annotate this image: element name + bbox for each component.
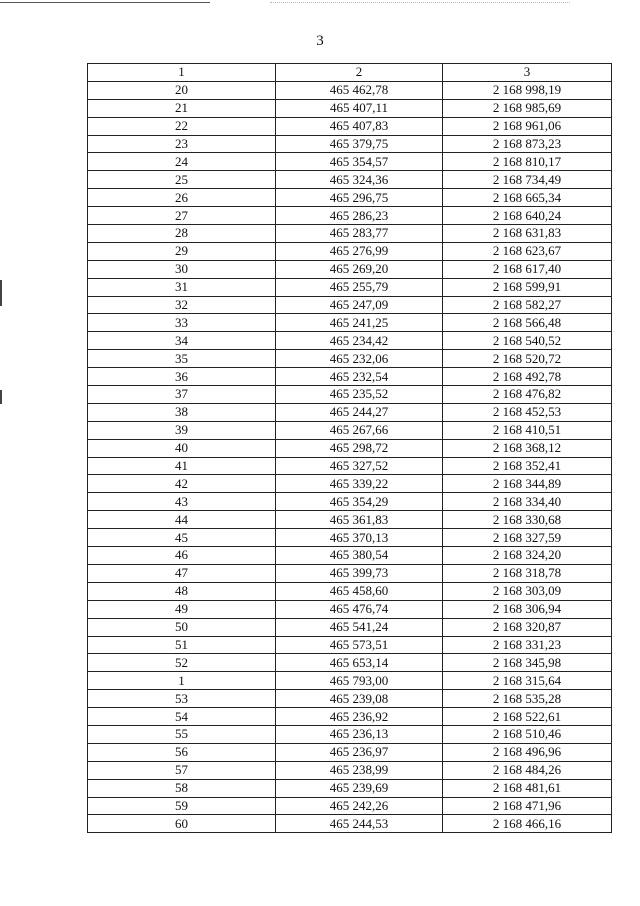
table-row: [88, 564, 612, 582]
cell-x-coordinate: 465 354,29: [276, 493, 443, 511]
cell-y-coordinate: 2 168 540,52: [443, 332, 612, 350]
cell-point-number: 31: [88, 278, 276, 296]
cell-x-coordinate: 465 242,26: [276, 797, 443, 815]
table-row: [88, 475, 612, 493]
cell-x-coordinate: 465 283,77: [276, 225, 443, 243]
cell-y-coordinate: 2 168 315,64: [443, 672, 612, 690]
cell-y-coordinate: 2 168 522,61: [443, 708, 612, 726]
table-row: [88, 278, 612, 296]
cell-point-number: 48: [88, 582, 276, 600]
table-row: [88, 314, 612, 332]
cell-x-coordinate: 465 241,25: [276, 314, 443, 332]
cell-x-coordinate: 465 361,83: [276, 511, 443, 529]
cell-x-coordinate: 465 236,97: [276, 743, 443, 761]
cell-point-number: 30: [88, 260, 276, 278]
cell-point-number: 36: [88, 368, 276, 386]
cell-point-number: 32: [88, 296, 276, 314]
cell-y-coordinate: 2 168 961,06: [443, 117, 612, 135]
cell-y-coordinate: 2 168 331,23: [443, 636, 612, 654]
cell-point-number: 55: [88, 725, 276, 743]
cell-x-coordinate: 465 255,79: [276, 278, 443, 296]
cell-x-coordinate: 465 462,78: [276, 81, 443, 99]
table-row: [88, 207, 612, 225]
cell-x-coordinate: 465 232,54: [276, 368, 443, 386]
table-row: [88, 690, 612, 708]
cell-x-coordinate: 465 354,57: [276, 153, 443, 171]
cell-x-coordinate: 465 244,53: [276, 815, 443, 833]
table-row: [88, 618, 612, 636]
cell-point-number: 57: [88, 761, 276, 779]
cell-point-number: 39: [88, 421, 276, 439]
cell-y-coordinate: 2 168 484,26: [443, 761, 612, 779]
page-number: 3: [316, 33, 324, 49]
cell-y-coordinate: 2 168 631,83: [443, 225, 612, 243]
cell-point-number: 60: [88, 815, 276, 833]
table-row: [88, 99, 612, 117]
cell-x-coordinate: 465 476,74: [276, 600, 443, 618]
cell-y-coordinate: 2 168 510,46: [443, 725, 612, 743]
cell-y-coordinate: 2 168 368,12: [443, 439, 612, 457]
cell-x-coordinate: 465 235,52: [276, 386, 443, 404]
coordinates-table: [87, 63, 612, 833]
cell-y-coordinate: 2 168 334,40: [443, 493, 612, 511]
cell-x-coordinate: 465 244,27: [276, 403, 443, 421]
table-row: [88, 439, 612, 457]
cell-x-coordinate: 465 236,13: [276, 725, 443, 743]
cell-y-coordinate: 2 168 566,48: [443, 314, 612, 332]
cell-y-coordinate: 2 168 665,34: [443, 189, 612, 207]
table-body: [88, 81, 612, 832]
cell-x-coordinate: 465 298,72: [276, 439, 443, 457]
cell-point-number: 54: [88, 708, 276, 726]
cell-point-number: 56: [88, 743, 276, 761]
cell-point-number: 41: [88, 457, 276, 475]
cell-x-coordinate: 465 232,06: [276, 350, 443, 368]
cell-point-number: 58: [88, 779, 276, 797]
cell-y-coordinate: 2 168 476,82: [443, 386, 612, 404]
table-row: [88, 242, 612, 260]
table-row: [88, 511, 612, 529]
table-row: [88, 117, 612, 135]
table-row: [88, 171, 612, 189]
cell-x-coordinate: 465 286,23: [276, 207, 443, 225]
table-row: [88, 81, 612, 99]
cell-y-coordinate: 2 168 352,41: [443, 457, 612, 475]
cell-y-coordinate: 2 168 582,27: [443, 296, 612, 314]
table-row: [88, 403, 612, 421]
table-row: [88, 135, 612, 153]
cell-x-coordinate: 465 238,99: [276, 761, 443, 779]
cell-y-coordinate: 2 168 734,49: [443, 171, 612, 189]
table-row: [88, 672, 612, 690]
cell-point-number: 21: [88, 99, 276, 117]
cell-y-coordinate: 2 168 617,40: [443, 260, 612, 278]
table-row: [88, 797, 612, 815]
cell-x-coordinate: 465 793,00: [276, 672, 443, 690]
cell-x-coordinate: 465 276,99: [276, 242, 443, 260]
table-row: [88, 815, 612, 833]
left-edge-mark: [0, 390, 2, 404]
cell-x-coordinate: 465 267,66: [276, 421, 443, 439]
cell-x-coordinate: 465 573,51: [276, 636, 443, 654]
cell-y-coordinate: 2 168 324,20: [443, 547, 612, 565]
cell-x-coordinate: 465 296,75: [276, 189, 443, 207]
cell-x-coordinate: 465 324,36: [276, 171, 443, 189]
cell-point-number: 23: [88, 135, 276, 153]
table-row: [88, 386, 612, 404]
cell-y-coordinate: 2 168 345,98: [443, 654, 612, 672]
cell-point-number: 27: [88, 207, 276, 225]
cell-y-coordinate: 2 168 985,69: [443, 99, 612, 117]
cell-x-coordinate: 465 541,24: [276, 618, 443, 636]
cell-x-coordinate: 465 379,75: [276, 135, 443, 153]
cell-y-coordinate: 2 168 496,96: [443, 743, 612, 761]
cell-x-coordinate: 465 458,60: [276, 582, 443, 600]
left-edge-mark: [0, 280, 2, 306]
table-row: [88, 529, 612, 547]
cell-y-coordinate: 2 168 623,67: [443, 242, 612, 260]
column-header-y: 3: [443, 64, 612, 82]
cell-y-coordinate: 2 168 535,28: [443, 690, 612, 708]
table-row: [88, 654, 612, 672]
cell-point-number: 1: [88, 672, 276, 690]
cell-y-coordinate: 2 168 306,94: [443, 600, 612, 618]
table-row: [88, 368, 612, 386]
cell-y-coordinate: 2 168 410,51: [443, 421, 612, 439]
cell-x-coordinate: 465 407,83: [276, 117, 443, 135]
cell-point-number: 20: [88, 81, 276, 99]
table-row: [88, 582, 612, 600]
cell-y-coordinate: 2 168 810,17: [443, 153, 612, 171]
table-row: [88, 153, 612, 171]
cell-x-coordinate: 465 236,92: [276, 708, 443, 726]
cell-point-number: 52: [88, 654, 276, 672]
cell-x-coordinate: 465 380,54: [276, 547, 443, 565]
cell-point-number: 49: [88, 600, 276, 618]
cell-point-number: 33: [88, 314, 276, 332]
cell-x-coordinate: 465 399,73: [276, 564, 443, 582]
cell-y-coordinate: 2 168 481,61: [443, 779, 612, 797]
cell-y-coordinate: 2 168 327,59: [443, 529, 612, 547]
cell-point-number: 43: [88, 493, 276, 511]
cell-point-number: 42: [88, 475, 276, 493]
table-row: [88, 421, 612, 439]
cell-y-coordinate: 2 168 471,96: [443, 797, 612, 815]
table-row: [88, 547, 612, 565]
cell-point-number: 29: [88, 242, 276, 260]
cell-x-coordinate: 465 407,11: [276, 99, 443, 117]
cell-x-coordinate: 465 370,13: [276, 529, 443, 547]
table-row: [88, 493, 612, 511]
column-header-x: 2: [276, 64, 443, 82]
cell-point-number: 59: [88, 797, 276, 815]
cell-point-number: 40: [88, 439, 276, 457]
table-row: [88, 779, 612, 797]
cell-x-coordinate: 465 327,52: [276, 457, 443, 475]
cell-x-coordinate: 465 239,08: [276, 690, 443, 708]
table-row: [88, 225, 612, 243]
cell-point-number: 51: [88, 636, 276, 654]
cell-y-coordinate: 2 168 492,78: [443, 368, 612, 386]
cell-y-coordinate: 2 168 320,87: [443, 618, 612, 636]
cell-x-coordinate: 465 247,09: [276, 296, 443, 314]
cell-y-coordinate: 2 168 452,53: [443, 403, 612, 421]
cell-y-coordinate: 2 168 303,09: [443, 582, 612, 600]
cell-point-number: 44: [88, 511, 276, 529]
cell-y-coordinate: 2 168 330,68: [443, 511, 612, 529]
cell-y-coordinate: 2 168 998,19: [443, 81, 612, 99]
cell-x-coordinate: 465 269,20: [276, 260, 443, 278]
table-row: [88, 189, 612, 207]
cell-point-number: 37: [88, 386, 276, 404]
cell-point-number: 46: [88, 547, 276, 565]
cell-y-coordinate: 2 168 466,16: [443, 815, 612, 833]
cell-point-number: 22: [88, 117, 276, 135]
cell-point-number: 25: [88, 171, 276, 189]
table-row: [88, 260, 612, 278]
table-row: [88, 725, 612, 743]
column-header-point: 1: [88, 64, 276, 82]
top-edge-dotted-rule: [270, 2, 570, 3]
cell-y-coordinate: 2 168 873,23: [443, 135, 612, 153]
table-row: [88, 708, 612, 726]
table-row: [88, 600, 612, 618]
cell-point-number: 26: [88, 189, 276, 207]
cell-x-coordinate: 465 239,69: [276, 779, 443, 797]
header-row: [88, 64, 612, 82]
cell-point-number: 45: [88, 529, 276, 547]
cell-point-number: 34: [88, 332, 276, 350]
table-row: [88, 743, 612, 761]
cell-point-number: 24: [88, 153, 276, 171]
table-row: [88, 296, 612, 314]
cell-point-number: 47: [88, 564, 276, 582]
cell-y-coordinate: 2 168 520,72: [443, 350, 612, 368]
cell-point-number: 28: [88, 225, 276, 243]
table-row: [88, 457, 612, 475]
cell-y-coordinate: 2 168 318,78: [443, 564, 612, 582]
table-row: [88, 761, 612, 779]
cell-x-coordinate: 465 234,42: [276, 332, 443, 350]
cell-y-coordinate: 2 168 344,89: [443, 475, 612, 493]
table-row: [88, 332, 612, 350]
cell-point-number: 38: [88, 403, 276, 421]
cell-point-number: 35: [88, 350, 276, 368]
cell-point-number: 53: [88, 690, 276, 708]
cell-x-coordinate: 465 339,22: [276, 475, 443, 493]
cell-y-coordinate: 2 168 599,91: [443, 278, 612, 296]
cell-point-number: 50: [88, 618, 276, 636]
table-row: [88, 636, 612, 654]
cell-x-coordinate: 465 653,14: [276, 654, 443, 672]
top-edge-rule: [0, 2, 210, 3]
cell-y-coordinate: 2 168 640,24: [443, 207, 612, 225]
table-row: [88, 350, 612, 368]
